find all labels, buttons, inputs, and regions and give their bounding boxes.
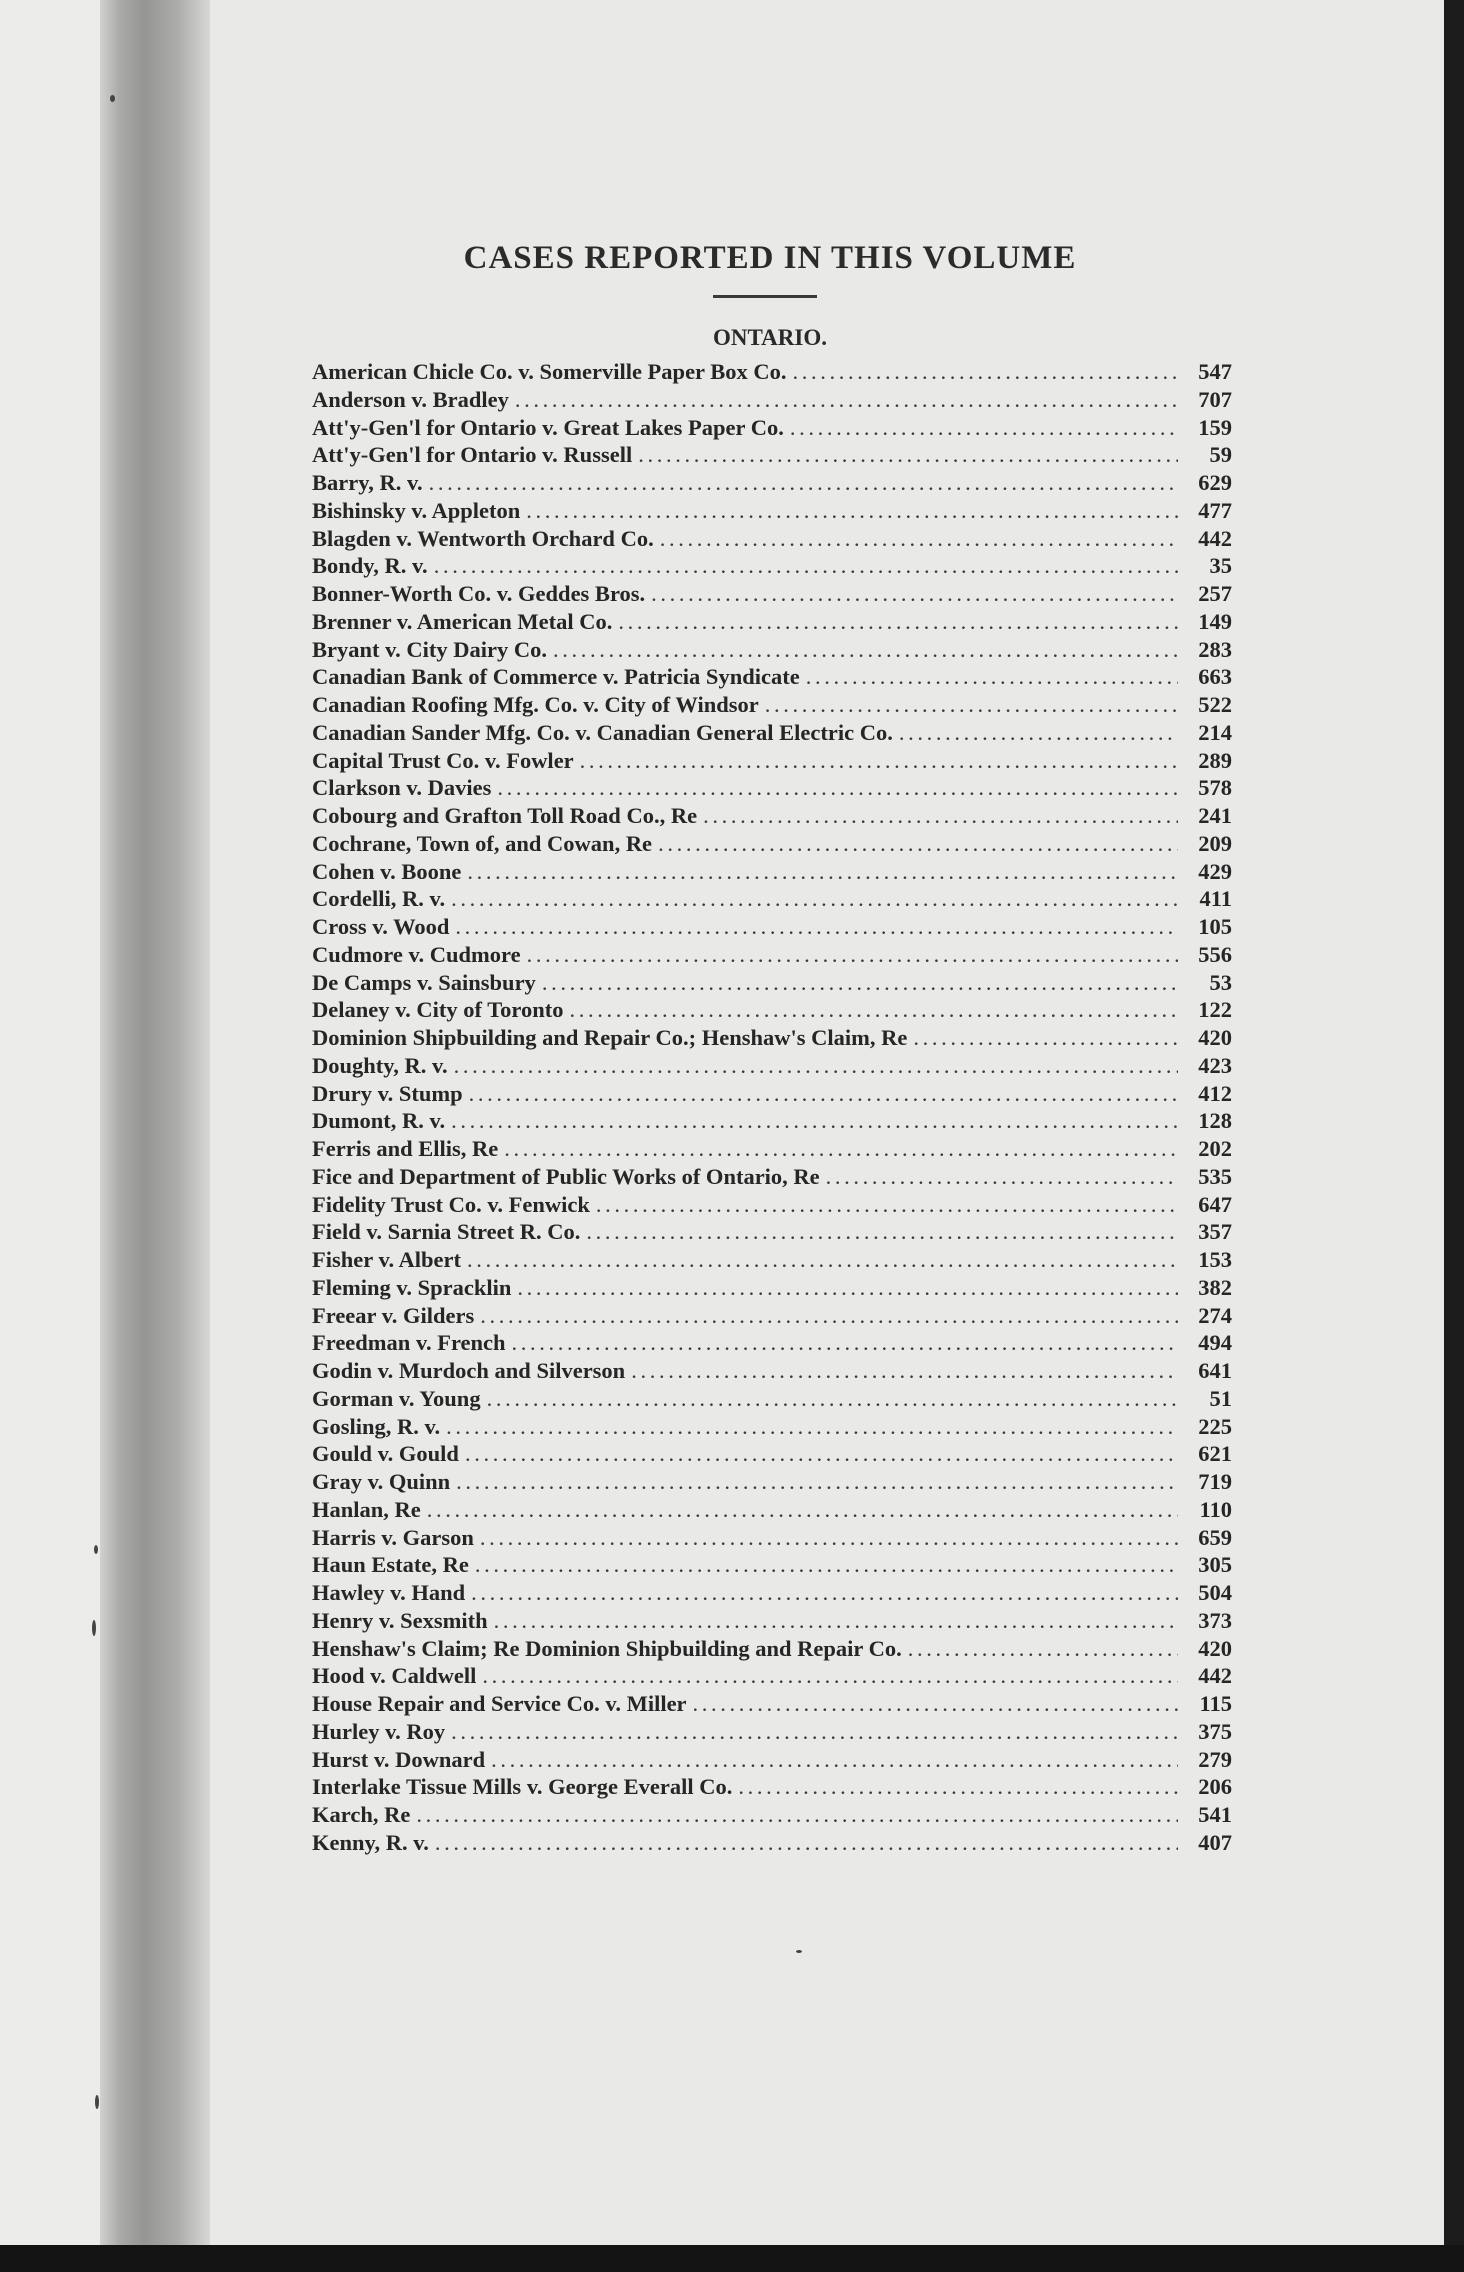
dot-leader <box>482 1662 1178 1690</box>
case-page-number: 629 <box>1198 470 1232 495</box>
case-entry <box>312 469 1232 497</box>
case-entry <box>312 1218 1232 1246</box>
dot-leader <box>454 1052 1178 1080</box>
case-name: Gorman v. Young <box>312 1385 481 1411</box>
dot-leader <box>596 1191 1178 1219</box>
case-entry <box>312 1357 1232 1385</box>
dot-leader <box>491 1746 1178 1774</box>
case-page-number: 423 <box>1198 1052 1232 1078</box>
case-name: Cordelli, R. v. <box>312 886 446 912</box>
case-entry <box>312 1080 1232 1108</box>
case-entry <box>312 608 1232 636</box>
case-page-number: 214 <box>1198 719 1232 745</box>
case-page-number: 647 <box>1198 1191 1232 1217</box>
ink-fleck <box>95 2095 99 2109</box>
case-entry <box>312 1385 1232 1413</box>
case-entry <box>312 691 1232 719</box>
case-entry <box>312 747 1232 775</box>
dot-leader <box>793 358 1178 386</box>
case-page-number: 51 <box>1209 1385 1232 1411</box>
case-page-number: 202 <box>1198 1136 1232 1161</box>
case-entry <box>312 1107 1232 1135</box>
dot-leader <box>465 1440 1178 1468</box>
case-entry <box>312 663 1232 691</box>
dot-leader <box>806 663 1178 691</box>
case-entry <box>312 1468 1232 1496</box>
case-entry <box>312 1329 1232 1357</box>
dot-leader <box>658 830 1178 858</box>
case-entry <box>312 1052 1232 1080</box>
case-name: Cohen v. Boone <box>312 858 462 884</box>
case-page-number: 535 <box>1198 1163 1232 1189</box>
case-entry <box>312 525 1232 553</box>
dot-leader <box>527 941 1178 969</box>
dot-leader <box>515 386 1178 414</box>
case-name: Barry, R. v. <box>312 470 423 495</box>
ink-fleck <box>94 1545 98 1554</box>
case-entry <box>312 830 1232 858</box>
dot-leader <box>469 1080 1178 1108</box>
case-page-number: 442 <box>1198 1663 1232 1689</box>
case-name: Hawley v. Hand <box>312 1580 466 1605</box>
case-name: Fidelity Trust Co. v. Fenwick <box>312 1191 590 1217</box>
case-name: Hanlan, Re <box>312 1496 421 1522</box>
dot-leader <box>504 1135 1178 1163</box>
case-page-number: 707 <box>1198 386 1232 412</box>
case-entry <box>312 774 1232 802</box>
dot-leader <box>451 1718 1178 1746</box>
dot-leader <box>467 1246 1178 1274</box>
dot-leader <box>580 747 1178 775</box>
case-name: Haun Estate, Re <box>312 1552 469 1578</box>
case-name: American Chicle Co. v. Somerville Paper Box Co. <box>312 359 787 384</box>
dot-leader <box>475 1551 1178 1579</box>
dot-leader <box>913 1024 1178 1052</box>
case-page-number: 373 <box>1198 1607 1232 1633</box>
case-entry <box>312 1746 1232 1774</box>
case-name: Bishinsky v. Appleton <box>312 497 521 523</box>
dot-leader <box>494 1607 1178 1635</box>
case-page-number: 105 <box>1198 914 1232 939</box>
case-page-number: 257 <box>1198 581 1232 606</box>
case-entry <box>312 996 1232 1024</box>
case-entry <box>312 552 1232 580</box>
case-page-number: 719 <box>1198 1469 1232 1494</box>
case-entry <box>312 885 1232 913</box>
case-name: Bryant v. City Dairy Co. <box>312 636 547 662</box>
dot-leader <box>703 802 1178 830</box>
case-name: Henry v. Sexsmith <box>312 1607 488 1633</box>
case-entry <box>312 1662 1232 1690</box>
case-entry <box>312 1607 1232 1635</box>
case-page-number: 477 <box>1198 497 1232 523</box>
ink-fleck <box>110 95 115 102</box>
case-entry <box>312 1635 1232 1663</box>
case-entry <box>312 497 1232 525</box>
case-page-number: 420 <box>1198 1635 1232 1661</box>
page-title: CASES REPORTED IN THIS VOLUME <box>463 240 1077 276</box>
case-entry <box>312 414 1232 442</box>
dot-leader <box>765 691 1178 719</box>
case-name: Henshaw's Claim; Re Dominion Shipbuilding and Repair Co. <box>312 1635 902 1661</box>
case-name: Doughty, R. v. <box>312 1052 448 1078</box>
case-entry <box>312 1496 1232 1524</box>
ink-fleck <box>92 1620 96 1636</box>
case-page-number: 621 <box>1198 1441 1232 1467</box>
ink-fleck <box>796 1950 802 1953</box>
case-name: Fleming v. Spracklin <box>312 1274 512 1300</box>
case-name: Canadian Bank of Commerce v. Patricia Syndicate <box>312 664 800 690</box>
dot-leader <box>790 414 1178 442</box>
case-name: Karch, Re <box>312 1802 411 1827</box>
case-name: Cobourg and Grafton Toll Road Co., Re <box>312 803 698 828</box>
dot-leader <box>517 1274 1178 1302</box>
case-name: Field v. Sarnia Street R. Co. <box>312 1219 581 1245</box>
dot-leader <box>429 469 1178 497</box>
case-name: Delaney v. City of Toronto <box>312 997 564 1023</box>
case-entry <box>312 1135 1232 1163</box>
case-entry <box>312 1163 1232 1191</box>
dot-leader <box>899 719 1178 747</box>
case-name: Ferris and Ellis, Re <box>312 1136 499 1161</box>
case-page-number: 659 <box>1198 1524 1232 1550</box>
dot-leader <box>526 497 1178 525</box>
case-name: Kenny, R. v. <box>312 1829 429 1855</box>
case-page-number: 412 <box>1198 1080 1232 1106</box>
case-name: De Camps v. Sainsbury <box>312 969 536 995</box>
case-entry <box>312 358 1232 386</box>
dot-leader <box>455 913 1178 941</box>
dot-leader <box>471 1579 1178 1607</box>
case-name: Freedman v. French <box>312 1330 506 1356</box>
case-entry <box>312 1246 1232 1274</box>
case-page-number: 206 <box>1198 1774 1232 1800</box>
dot-leader <box>651 580 1178 608</box>
case-page-number: 110 <box>1199 1496 1232 1522</box>
case-name: Capital Trust Co. v. Fowler <box>312 747 574 773</box>
case-page-number: 209 <box>1198 830 1232 856</box>
case-page-number: 115 <box>1199 1691 1232 1716</box>
case-name: Brenner v. American Metal Co. <box>312 608 613 634</box>
case-entry <box>312 1524 1232 1552</box>
case-entry <box>312 636 1232 664</box>
case-name: Fice and Department of Public Works of Ontario, Re <box>312 1163 820 1189</box>
case-entry <box>312 1440 1232 1468</box>
dot-leader <box>826 1163 1178 1191</box>
case-page-number: 53 <box>1209 969 1232 995</box>
case-page-number: 149 <box>1198 608 1232 634</box>
case-name: Hurley v. Roy <box>312 1718 446 1744</box>
dot-leader <box>638 441 1178 469</box>
case-entry <box>312 1024 1232 1052</box>
case-name: Gray v. Quinn <box>312 1469 451 1494</box>
case-page-number: 547 <box>1198 359 1232 384</box>
case-name: Att'y-Gen'l for Ontario v. Russell <box>312 442 633 468</box>
case-page-number: 289 <box>1198 747 1232 773</box>
dot-leader <box>487 1385 1178 1413</box>
dot-leader <box>631 1357 1178 1385</box>
dot-leader <box>586 1218 1178 1246</box>
case-entry <box>312 386 1232 414</box>
case-page-number: 279 <box>1198 1746 1232 1772</box>
case-page-number: 241 <box>1198 803 1232 828</box>
dot-leader <box>660 525 1178 553</box>
case-name: Cross v. Wood <box>312 914 450 939</box>
dot-leader <box>427 1496 1178 1524</box>
case-page-number: 494 <box>1198 1330 1232 1356</box>
case-name: Anderson v. Bradley <box>312 386 509 412</box>
case-index-list <box>312 358 1232 1857</box>
case-name: Cochrane, Town of, and Cowan, Re <box>312 830 653 856</box>
dot-leader <box>451 885 1178 913</box>
case-name: Dominion Shipbuilding and Repair Co.; Henshaw's Claim, Re <box>312 1025 908 1050</box>
case-entry <box>312 802 1232 830</box>
dot-leader <box>569 996 1178 1024</box>
case-page-number: 429 <box>1198 858 1232 884</box>
case-page-number: 641 <box>1198 1358 1232 1383</box>
dot-leader <box>456 1468 1178 1496</box>
case-page-number: 504 <box>1198 1580 1232 1605</box>
case-entry <box>312 1413 1232 1441</box>
case-page-number: 283 <box>1198 636 1232 662</box>
case-name: Hood v. Caldwell <box>312 1663 477 1689</box>
case-entry <box>312 580 1232 608</box>
case-page-number: 375 <box>1198 1718 1232 1744</box>
case-name: Bondy, R. v. <box>312 553 428 579</box>
case-name: Bonner-Worth Co. v. Geddes Bros. <box>312 581 646 606</box>
page-right-edge <box>1444 0 1464 2272</box>
dot-leader <box>512 1329 1178 1357</box>
case-entry <box>312 1302 1232 1330</box>
case-entry <box>312 1191 1232 1219</box>
dot-leader <box>435 1829 1178 1857</box>
case-page-number: 407 <box>1198 1829 1232 1855</box>
case-name: Clarkson v. Davies <box>312 775 492 801</box>
case-entry <box>312 913 1232 941</box>
case-name: Canadian Sander Mfg. Co. v. Canadian General Electric Co. <box>312 719 893 745</box>
case-page-number: 35 <box>1209 553 1232 579</box>
case-name: Canadian Roofing Mfg. Co. v. City of Windsor <box>312 692 759 717</box>
case-page-number: 159 <box>1198 414 1232 440</box>
case-name: Cudmore v. Cudmore <box>312 941 521 967</box>
case-entry <box>312 1773 1232 1801</box>
case-entry <box>312 719 1232 747</box>
case-entry <box>312 858 1232 886</box>
case-name: Dumont, R. v. <box>312 1108 446 1134</box>
case-page-number: 663 <box>1198 664 1232 690</box>
case-page-number: 420 <box>1198 1025 1232 1050</box>
spine-shadow <box>100 0 210 2245</box>
case-name: Fisher v. Albert <box>312 1247 461 1272</box>
case-page-number: 411 <box>1199 886 1232 912</box>
case-name: Blagden v. Wentworth Orchard Co. <box>312 525 654 551</box>
dot-leader <box>446 1413 1178 1441</box>
case-page-number: 442 <box>1198 525 1232 551</box>
dot-leader <box>908 1635 1178 1663</box>
case-name: Gould v. Gould <box>312 1441 459 1467</box>
case-entry <box>312 1274 1232 1302</box>
case-page-number: 122 <box>1198 997 1232 1023</box>
case-page-number: 128 <box>1198 1108 1232 1134</box>
case-page-number: 357 <box>1198 1219 1232 1245</box>
case-name: Gosling, R. v. <box>312 1413 441 1439</box>
case-entry <box>312 1829 1232 1857</box>
case-entry <box>312 1801 1232 1829</box>
page-bottom-edge <box>0 2245 1464 2272</box>
case-entry <box>312 941 1232 969</box>
case-entry <box>312 1718 1232 1746</box>
case-name: Godin v. Murdoch and Silverson <box>312 1358 626 1383</box>
case-page-number: 556 <box>1198 941 1232 967</box>
case-page-number: 522 <box>1198 692 1232 717</box>
case-entry <box>312 1551 1232 1579</box>
case-entry <box>312 1690 1232 1718</box>
dot-leader <box>618 608 1178 636</box>
case-page-number: 59 <box>1209 442 1232 468</box>
case-name: Freear v. Gilders <box>312 1302 475 1328</box>
dot-leader <box>542 969 1178 997</box>
dot-leader <box>480 1524 1178 1552</box>
dot-leader <box>693 1690 1178 1718</box>
case-name: Harris v. Garson <box>312 1524 474 1550</box>
dot-leader <box>451 1107 1178 1135</box>
dot-leader <box>553 636 1178 664</box>
case-page-number: 153 <box>1198 1247 1232 1272</box>
case-page-number: 578 <box>1198 775 1232 801</box>
case-name: House Repair and Service Co. v. Miller <box>312 1691 687 1716</box>
page-left-margin <box>0 0 100 2245</box>
dot-leader <box>497 774 1178 802</box>
case-name: Drury v. Stump <box>312 1080 463 1106</box>
case-entry <box>312 1579 1232 1607</box>
section-heading: ONTARIO. <box>713 325 827 350</box>
case-name: Interlake Tissue Mills v. George Everall Co. <box>312 1774 733 1800</box>
case-page-number: 541 <box>1198 1802 1232 1827</box>
case-page-number: 225 <box>1198 1413 1232 1439</box>
case-entry <box>312 441 1232 469</box>
case-page-number: 382 <box>1198 1274 1232 1300</box>
dot-leader <box>738 1773 1178 1801</box>
case-name: Hurst v. Downard <box>312 1746 486 1772</box>
dot-leader <box>416 1801 1178 1829</box>
case-name: Att'y-Gen'l for Ontario v. Great Lakes Paper Co. <box>312 414 784 440</box>
title-rule <box>713 295 817 298</box>
case-page-number: 305 <box>1198 1552 1232 1578</box>
dot-leader <box>467 858 1178 886</box>
case-entry <box>312 969 1232 997</box>
dot-leader <box>480 1302 1178 1330</box>
case-page-number: 274 <box>1198 1302 1232 1328</box>
dot-leader <box>434 552 1178 580</box>
